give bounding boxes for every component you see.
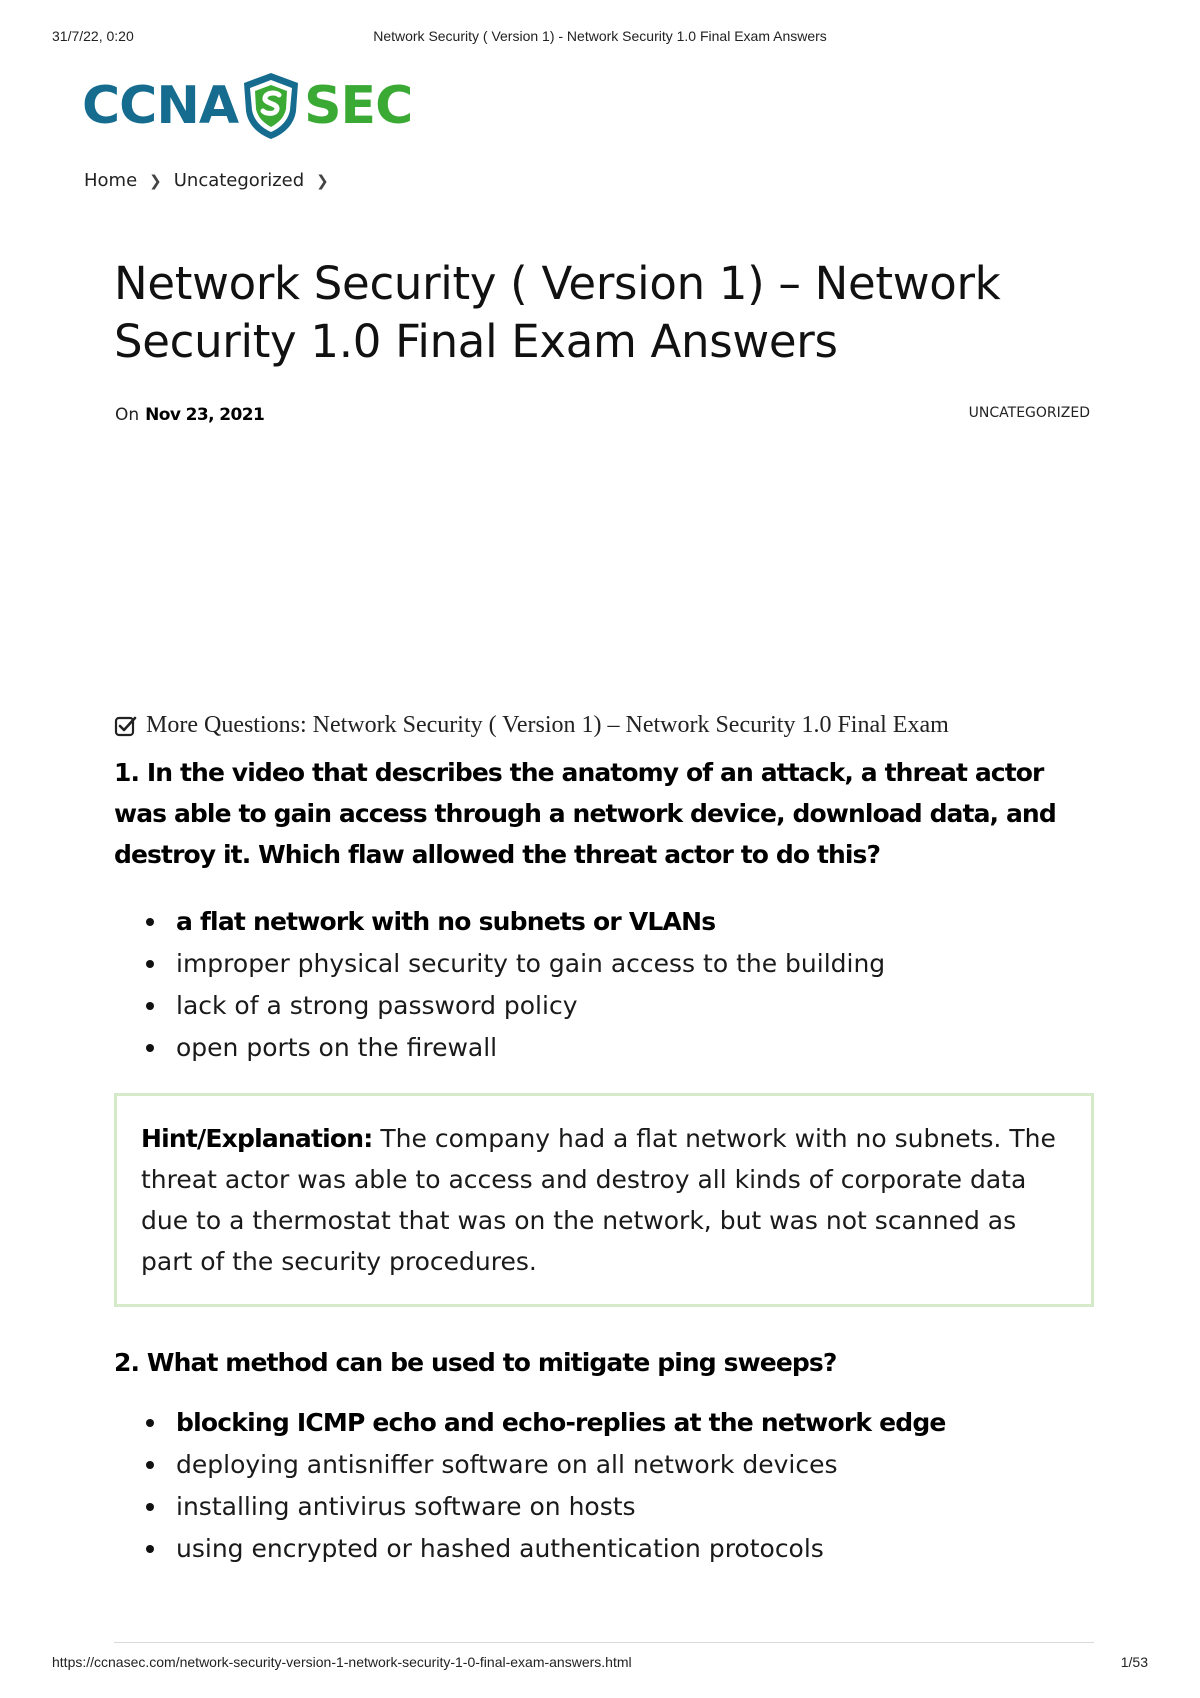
hint-label: Hint/Explanation: [141, 1124, 373, 1153]
breadcrumb-uncategorized[interactable]: Uncategorized [173, 170, 305, 191]
footer-divider [114, 1642, 1094, 1643]
logo-text-ccna: CCNA [82, 76, 239, 136]
answer-option: using encrypted or hashed authentication protocols [144, 1528, 946, 1570]
print-header [52, 28, 1148, 48]
print-timestamp: 31/7/22, 0:20 [52, 28, 134, 44]
category-link[interactable]: UNCATEGORIZED [968, 405, 1090, 421]
answer-option: open ports on the firewall [144, 1027, 885, 1069]
question-2: 2. What method can be used to mitigate ping sweeps? [114, 1348, 837, 1377]
site-logo[interactable] [82, 70, 412, 142]
print-page-title: Network Security ( Version 1) - Network Security 1.0 Final Exam Answers [373, 28, 827, 44]
shield-icon [240, 71, 302, 141]
hint-text: The company had a flat network with no subnets. The threat actor was able to access and destroy all kinds of corporate data due to a thermostat that was on the network, but was not scanned as part of the security procedures. [141, 1124, 1056, 1276]
logo-text-sec: SEC [304, 76, 413, 136]
more-questions-text: More Questions: Network Security ( Version 1) – Network Security 1.0 Final Exam [146, 712, 949, 738]
answer-correct: a flat network with no subnets or VLANs [144, 901, 885, 943]
answer-list-1 [144, 901, 885, 1069]
meta-on-label: On [115, 405, 140, 425]
question-1: 1. In the video that describes the anatomy of an attack, a threat actor was able to gain access through a network device, download data, and destroy it. Which flaw allowed the threat actor to do this? [114, 758, 1056, 869]
answer-option: lack of a strong password policy [144, 985, 885, 1027]
article-meta [115, 405, 1090, 429]
chevron-right-icon: ❯ [149, 171, 162, 190]
chevron-right-icon: ❯ [316, 171, 329, 190]
answer-option: deploying antisniffer software on all network devices [144, 1444, 946, 1486]
print-footer [52, 1654, 1148, 1674]
print-url: https://ccnasec.com/network-security-version-1-network-security-1-0-final-exam-answers.html [52, 1654, 632, 1670]
answer-list-2 [144, 1402, 946, 1570]
breadcrumb-home[interactable]: Home [84, 170, 138, 191]
more-questions-link[interactable] [114, 712, 949, 739]
publish-date: Nov 23, 2021 [145, 405, 265, 425]
answer-option: improper physical security to gain access to the building [144, 943, 885, 985]
breadcrumb [84, 170, 341, 191]
answer-option: installing antivirus software on hosts [144, 1486, 946, 1528]
answer-correct: blocking ICMP echo and echo-replies at the network edge [144, 1402, 946, 1444]
checkbox-checked-icon [114, 714, 138, 738]
hint-box [114, 1093, 1094, 1307]
page-title: Network Security ( Version 1) – Network Security 1.0 Final Exam Answers [114, 257, 1001, 368]
page-number: 1/53 [1120, 1654, 1148, 1670]
